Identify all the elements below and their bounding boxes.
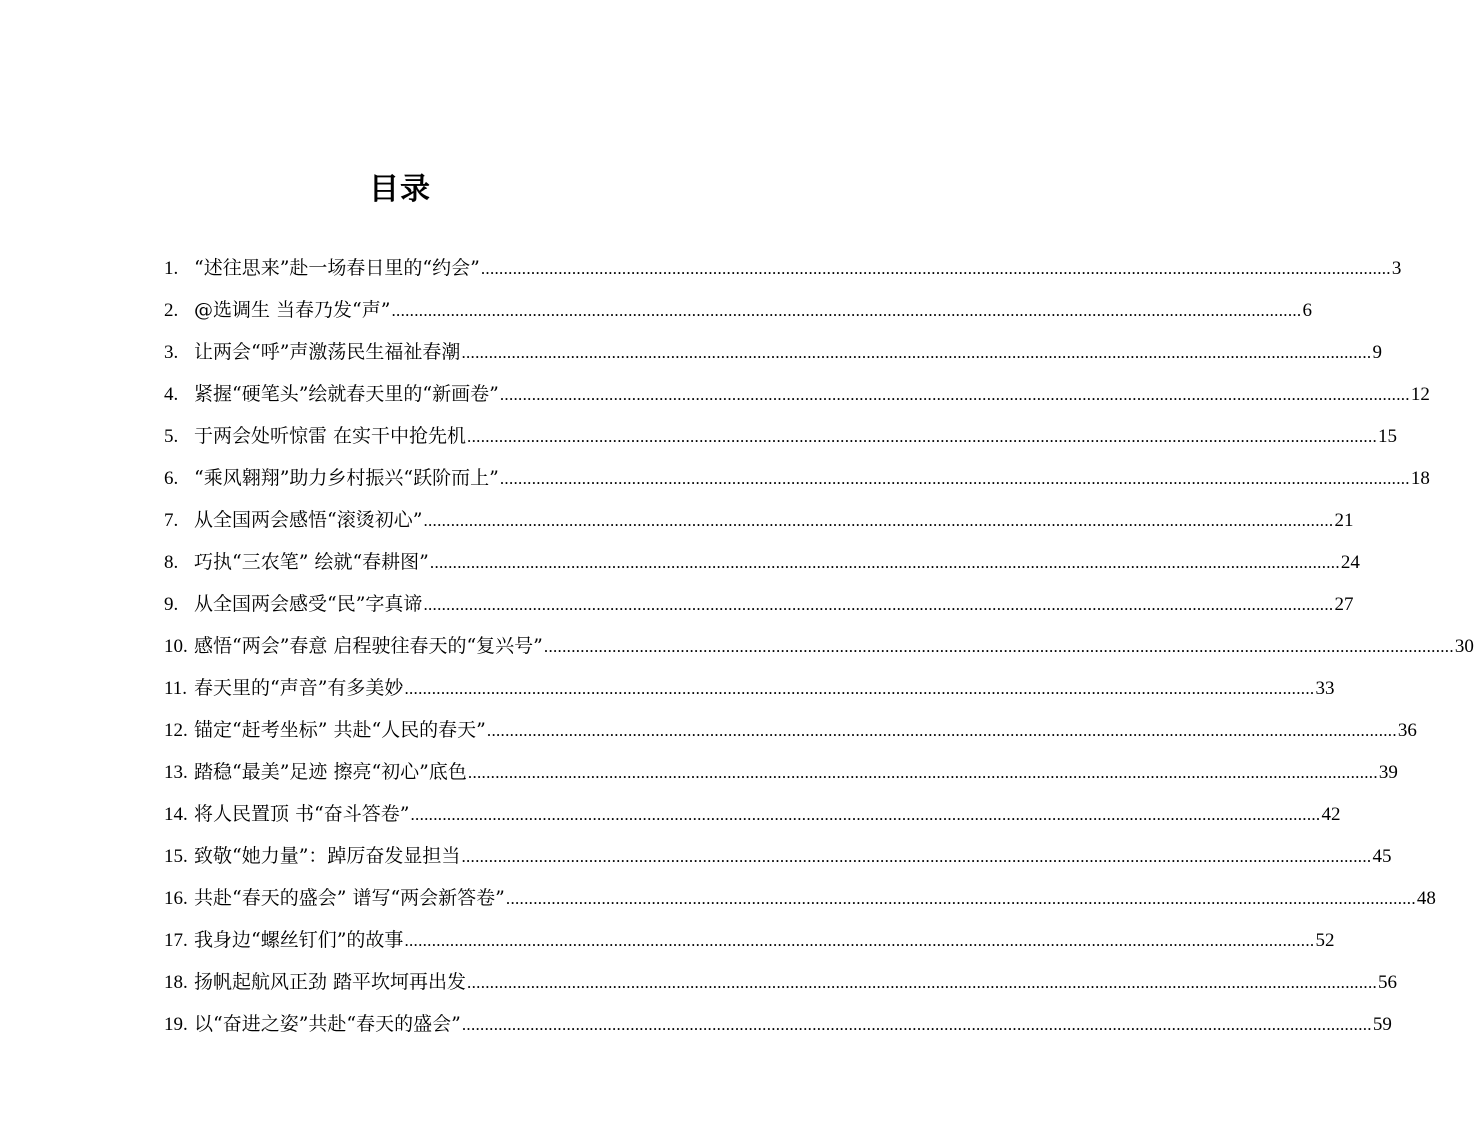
toc-entry[interactable] (164, 583, 1354, 625)
toc-entry-title: 锚定“赶考坐标” 共赴“人民的春天” (194, 719, 486, 741)
toc-entry-title: 从全国两会感受“民”字真谛 (194, 593, 423, 615)
toc-entry-number: 16. (164, 888, 188, 909)
toc-dot-leader: ........................................................................................................................................................................................................ (429, 553, 1340, 572)
toc-entry-page-number: 30 (1454, 636, 1474, 657)
toc-entry-title: 春天里的“声音”有多美妙 (194, 677, 404, 699)
toc-entry-title: 将人民置顶 书“奋斗答卷” (194, 803, 410, 825)
toc-dot-leader: ........................................................................................................................................................................................................ (467, 763, 1378, 782)
toc-entry-page-number: 56 (1378, 972, 1398, 993)
toc-entry-title: 紧握“硬笔头”绘就春天里的“新画卷” (194, 383, 499, 405)
toc-dot-leader: ........................................................................................................................................................................................................ (423, 595, 1334, 614)
toc-entry-title: 共赴“春天的盛会” 谱写“两会新答卷” (194, 887, 505, 909)
toc-entry[interactable] (164, 961, 1398, 1003)
toc-entry-page-number: 15 (1378, 426, 1398, 447)
toc-entry[interactable] (164, 541, 1360, 583)
toc-dot-leader: ........................................................................................................................................................................................................ (423, 511, 1334, 530)
toc-entry-page-number: 48 (1416, 888, 1436, 909)
toc-entry-number: 15. (164, 846, 188, 867)
toc-entry-number: 8. (164, 552, 179, 573)
toc-entry[interactable] (164, 877, 1436, 919)
toc-entry-title: 于两会处听惊雷 在实干中抢先机 (194, 425, 467, 447)
toc-entry[interactable] (164, 331, 1382, 373)
toc-entry[interactable] (164, 457, 1430, 499)
toc-entry-page-number: 52 (1315, 930, 1335, 951)
toc-entry-page-number: 33 (1315, 678, 1335, 699)
toc-entry-number: 1. (164, 258, 179, 279)
toc-entry-page-number: 21 (1334, 510, 1354, 531)
toc-dot-leader: ........................................................................................................................................................................................................ (499, 469, 1410, 488)
toc-entry-page-number: 39 (1378, 762, 1398, 783)
toc-dot-leader: ........................................................................................................................................................................................................ (467, 973, 1378, 992)
toc-entry-page-number: 36 (1397, 720, 1417, 741)
toc-entry-number: 9. (164, 594, 179, 615)
page-title: 目录 (369, 172, 431, 208)
toc-entry-number: 19. (164, 1014, 188, 1035)
toc-dot-leader: ........................................................................................................................................................................................................ (404, 931, 1315, 950)
toc-entry[interactable] (164, 835, 1392, 877)
toc-entry-number: 17. (164, 930, 188, 951)
table-of-contents (164, 247, 1474, 1045)
toc-entry-number: 10. (164, 636, 188, 657)
toc-entry[interactable] (164, 793, 1341, 835)
toc-entry-title: 巧执“三农笔” 绘就“春耕图” (194, 551, 429, 573)
toc-entry[interactable] (164, 373, 1430, 415)
toc-entry-page-number: 42 (1321, 804, 1341, 825)
toc-entry[interactable] (164, 919, 1335, 961)
toc-entry-page-number: 59 (1372, 1014, 1392, 1035)
toc-dot-leader: ........................................................................................................................................................................................................ (410, 805, 1321, 824)
toc-dot-leader: ........................................................................................................................................................................................................ (543, 637, 1454, 656)
toc-entry-title: 感悟“两会”春意 启程驶往春天的“复兴号” (194, 635, 543, 657)
toc-entry-number: 2. (164, 300, 179, 321)
toc-entry-number: 12. (164, 720, 188, 741)
toc-entry[interactable] (164, 289, 1312, 331)
toc-dot-leader: ........................................................................................................................................................................................................ (480, 259, 1391, 278)
toc-entry-page-number: 6 (1302, 300, 1312, 321)
toc-entry-number: 6. (164, 468, 179, 489)
toc-entry-number: 14. (164, 804, 188, 825)
toc-entry-number: 13. (164, 762, 188, 783)
toc-entry[interactable] (164, 667, 1335, 709)
toc-dot-leader: ........................................................................................................................................................................................................ (391, 301, 1302, 320)
toc-entry[interactable] (164, 625, 1474, 667)
toc-entry-title: “乘风翱翔”助力乡村振兴“跃阶而上” (194, 467, 499, 489)
toc-entry-page-number: 24 (1340, 552, 1360, 573)
toc-entry-title: 我身边“螺丝钉们”的故事 (194, 929, 404, 951)
toc-entry-number: 4. (164, 384, 179, 405)
toc-entry-title: 让两会“呼”声激荡民生福祉春潮 (194, 341, 461, 363)
toc-entry-number: 11. (164, 678, 188, 699)
toc-entry-page-number: 18 (1410, 468, 1430, 489)
toc-entry-page-number: 12 (1410, 384, 1430, 405)
toc-entry-page-number: 3 (1391, 258, 1402, 279)
toc-entry-title: “述往思来”赴一场春日里的“约会” (194, 257, 480, 279)
toc-dot-leader: ........................................................................................................................................................................................................ (461, 343, 1372, 362)
toc-dot-leader: ........................................................................................................................................................................................................ (505, 889, 1416, 908)
toc-dot-leader: ........................................................................................................................................................................................................ (486, 721, 1397, 740)
toc-entry-number: 18. (164, 972, 188, 993)
toc-entry-title: 致敬“她力量”：踔厉奋发显担当 (194, 845, 461, 867)
toc-entry-number: 3. (164, 342, 179, 363)
toc-entry[interactable] (164, 709, 1417, 751)
toc-entry-page-number: 45 (1372, 846, 1392, 867)
toc-entry-title: 踏稳“最美”足迹 擦亮“初心”底色 (194, 761, 467, 783)
toc-entry-title: 以“奋进之姿”共赴“春天的盛会” (194, 1013, 461, 1035)
toc-dot-leader: ........................................................................................................................................................................................................ (499, 385, 1410, 404)
toc-entry[interactable] (164, 1003, 1392, 1045)
toc-dot-leader: ........................................................................................................................................................................................................ (461, 847, 1372, 866)
toc-entry-number: 5. (164, 426, 179, 447)
toc-entry-title: @选调生 当春乃发“声” (194, 299, 391, 321)
toc-dot-leader: ........................................................................................................................................................................................................ (461, 1015, 1372, 1034)
toc-entry-title: 扬帆起航风正劲 踏平坎坷再出发 (194, 971, 467, 993)
toc-entry-number: 7. (164, 510, 179, 531)
toc-dot-leader: ........................................................................................................................................................................................................ (404, 679, 1315, 698)
toc-dot-leader: ........................................................................................................................................................................................................ (467, 427, 1378, 446)
toc-entry[interactable] (164, 499, 1354, 541)
toc-entry[interactable] (164, 415, 1398, 457)
toc-entry-title: 从全国两会感悟“滚烫初心” (194, 509, 423, 531)
toc-entry-page-number: 9 (1372, 342, 1382, 363)
toc-entry-page-number: 27 (1334, 594, 1354, 615)
toc-entry[interactable] (164, 247, 1402, 289)
toc-entry[interactable] (164, 751, 1398, 793)
